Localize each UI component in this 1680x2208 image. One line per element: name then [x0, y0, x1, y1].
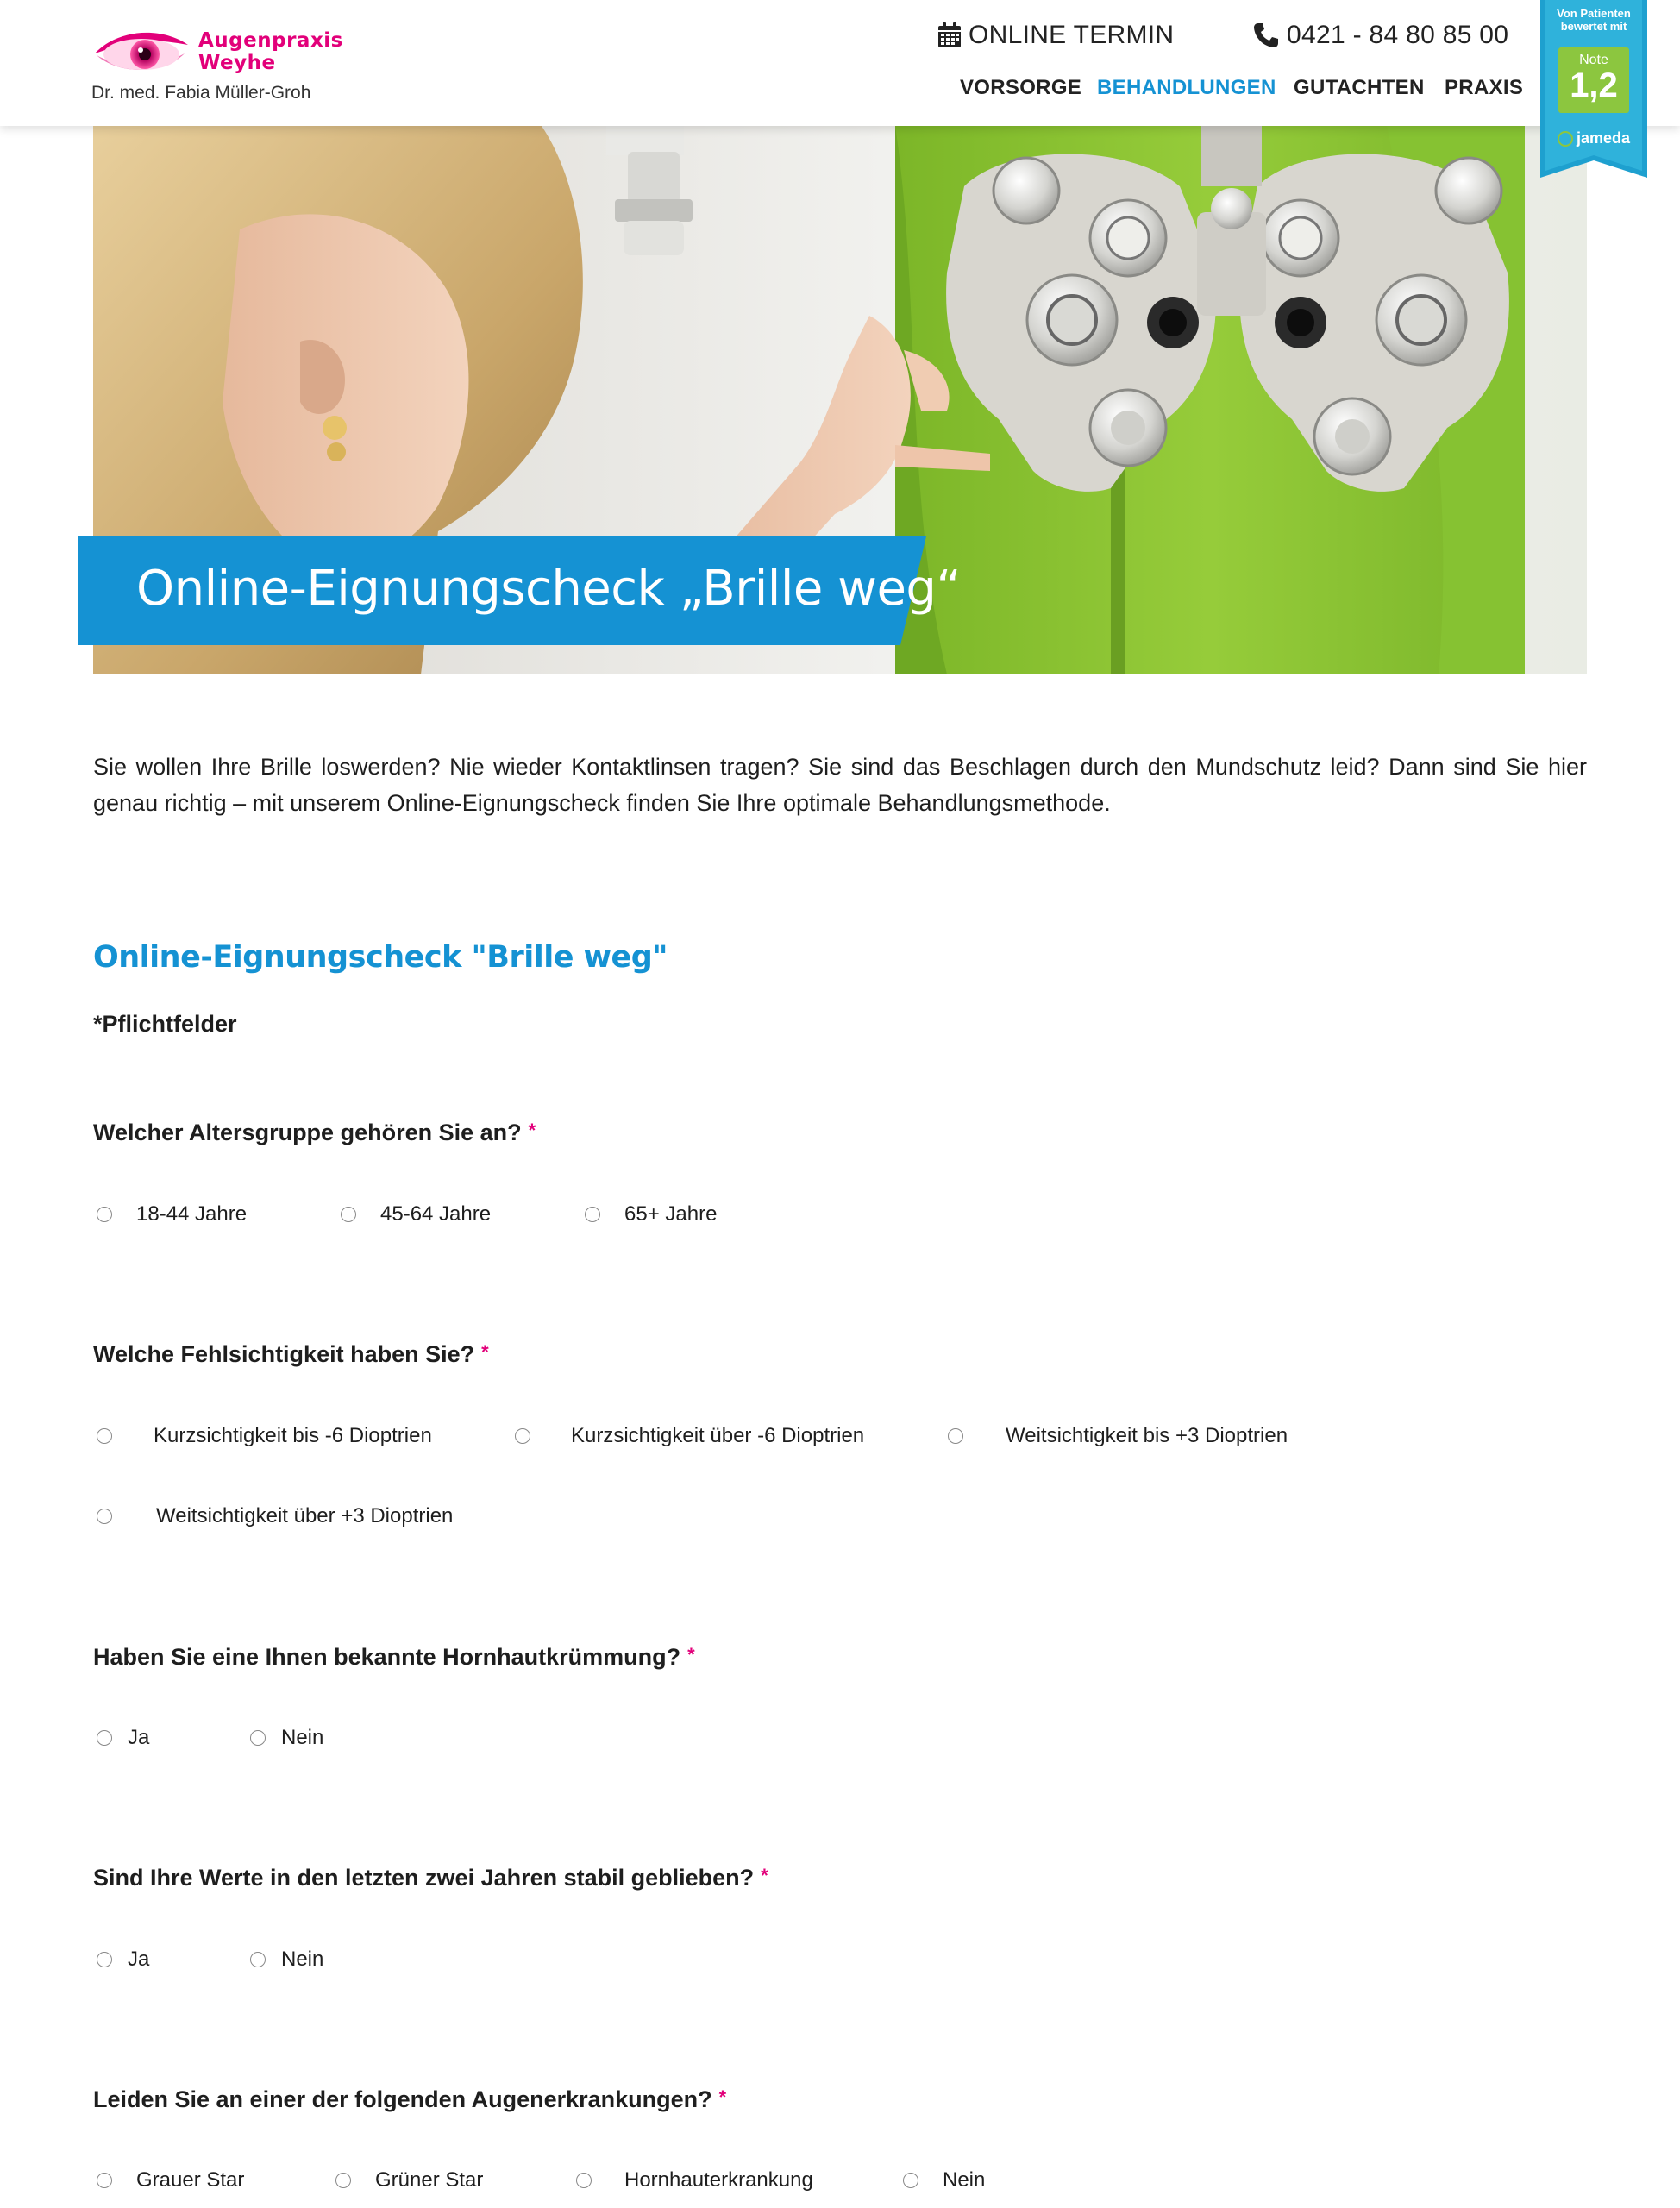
radio-circle[interactable] — [97, 2173, 112, 2188]
page-title: Online-Eignungscheck „Brille weg“ — [136, 561, 961, 617]
doctor-name: Dr. med. Fabia Müller-Groh — [91, 83, 311, 103]
radio-cataract[interactable] — [97, 2168, 244, 2192]
phone-number: 0421 - 84 80 85 00 — [1287, 21, 1509, 49]
badge-caption — [1540, 7, 1647, 33]
radio-disease-none[interactable] — [903, 2168, 985, 2192]
option-label: Weitsichtigkeit über +3 Dioptrien — [156, 1504, 454, 1527]
option-label: 45-64 Jahre — [380, 1202, 492, 1226]
nav-item-praxis[interactable]: PRAXIS — [1445, 76, 1524, 99]
radio-circle[interactable] — [585, 1207, 600, 1222]
logo[interactable] — [91, 24, 343, 110]
intro-paragraph: Sie wollen Ihre Brille loswerden? Nie wieder Kontaktlinsen tragen? Sie sind das Beschlagen durch den Mundschutz leid? Dann sind Sie hier genau richtig – mit unserem Online-Eignungscheck finden Sie Ihre optimale Behandlungsmethode. — [93, 754, 1587, 816]
question-refractive-error — [93, 1341, 489, 1368]
question-astigmatism — [93, 1644, 695, 1671]
nav-item-gutachten[interactable]: GUTACHTEN — [1294, 76, 1425, 99]
option-label: Nein — [281, 1948, 324, 1971]
jameda-rating-badge[interactable] — [1540, 0, 1647, 181]
badge-caption-line-2: bewertet mit — [1560, 20, 1627, 33]
radio-circle[interactable] — [341, 1207, 356, 1222]
logo-line-2: Weyhe — [198, 52, 276, 74]
radio-cornea-disease[interactable] — [576, 2168, 813, 2192]
online-termin-label: ONLINE TERMIN — [969, 21, 1175, 49]
radio-age-65-plus[interactable] — [585, 1202, 717, 1226]
option-label: Nein — [281, 1726, 324, 1749]
phone-link[interactable] — [1252, 21, 1508, 50]
radio-astigmatism-yes[interactable] — [97, 1726, 149, 1750]
option-label: Kurzsichtigkeit bis -6 Dioptrien — [154, 1424, 432, 1447]
jameda-brand — [1540, 129, 1647, 147]
radio-stable-no[interactable] — [250, 1948, 323, 1972]
option-label: Weitsichtigkeit bis +3 Dioptrien — [1006, 1424, 1288, 1447]
radio-circle[interactable] — [97, 1730, 112, 1746]
radio-circle[interactable] — [335, 2173, 351, 2188]
radio-circle[interactable] — [97, 1207, 112, 1222]
radio-circle[interactable] — [97, 1428, 112, 1444]
badge-grade-box — [1558, 47, 1629, 113]
option-label: Ja — [128, 1948, 150, 1971]
option-label: Grauer Star — [136, 2168, 245, 2192]
radio-circle[interactable] — [250, 1730, 266, 1746]
badge-grade: 1,2 — [1570, 66, 1618, 104]
eye-logo-icon — [91, 24, 191, 79]
logo-line-1: Augenpraxis — [198, 29, 343, 52]
radio-circle[interactable] — [97, 1509, 112, 1524]
form-title: Online-Eignungscheck "Brille weg" — [93, 940, 668, 975]
question-label: Welcher Altersgruppe gehören Sie an? — [93, 1120, 522, 1145]
required-star: * — [761, 1865, 768, 1886]
radio-circle[interactable] — [97, 1952, 112, 1967]
radio-hyperopia-over-3[interactable] — [97, 1504, 453, 1528]
required-star: * — [528, 1120, 536, 1141]
badge-note-label: Note — [1579, 53, 1608, 67]
option-label: Kurzsichtigkeit über -6 Dioptrien — [571, 1424, 865, 1447]
radio-myopia-over-6[interactable] — [515, 1424, 864, 1448]
phone-icon — [1252, 22, 1280, 49]
radio-age-45-64[interactable] — [341, 1202, 491, 1226]
nav-item-vorsorge[interactable]: VORSORGE — [960, 76, 1082, 99]
question-eye-diseases — [93, 2086, 726, 2113]
question-age-group — [93, 1120, 536, 1146]
calendar-icon — [937, 22, 962, 48]
radio-astigmatism-no[interactable] — [250, 1726, 323, 1750]
radio-circle[interactable] — [948, 1428, 963, 1444]
radio-hyperopia-up-to-3[interactable] — [948, 1424, 1288, 1448]
logo-text — [198, 29, 343, 74]
radio-myopia-up-to-6[interactable] — [97, 1424, 432, 1448]
question-label: Sind Ihre Werte in den letzten zwei Jahren stabil geblieben? — [93, 1865, 755, 1891]
required-star: * — [481, 1341, 489, 1363]
question-label: Haben Sie eine Ihnen bekannte Hornhautkrümmung? — [93, 1644, 681, 1670]
option-label: Grüner Star — [375, 2168, 484, 2192]
question-label: Leiden Sie an einer der folgenden Augenerkrankungen? — [93, 2086, 712, 2112]
site-header — [0, 0, 1680, 126]
radio-age-18-44[interactable] — [97, 1202, 247, 1226]
radio-glaucoma[interactable] — [335, 2168, 483, 2192]
required-star: * — [687, 1644, 695, 1665]
jameda-logo-icon — [1558, 131, 1573, 147]
radio-circle[interactable] — [903, 2173, 918, 2188]
online-termin-link[interactable] — [937, 21, 1174, 50]
jameda-label: jameda — [1576, 129, 1631, 147]
option-label: Ja — [128, 1726, 150, 1749]
option-label: Nein — [943, 2168, 986, 2192]
option-label: 18-44 Jahre — [136, 1202, 248, 1226]
radio-circle[interactable] — [515, 1428, 530, 1444]
radio-circle[interactable] — [576, 2173, 592, 2188]
question-label: Welche Fehlsichtigkeit haben Sie? — [93, 1341, 475, 1367]
option-label: 65+ Jahre — [624, 1202, 718, 1226]
nav-item-behandlungen[interactable]: BEHANDLUNGEN — [1097, 76, 1276, 99]
option-label: Hornhauterkrankung — [624, 2168, 813, 2192]
badge-caption-line-1: Von Patienten — [1557, 7, 1631, 20]
required-star: * — [718, 2086, 727, 2108]
radio-stable-yes[interactable] — [97, 1948, 149, 1972]
radio-circle[interactable] — [250, 1952, 266, 1967]
question-values-stable — [93, 1865, 768, 1891]
required-fields-note: *Pflichtfelder — [93, 1011, 237, 1037]
